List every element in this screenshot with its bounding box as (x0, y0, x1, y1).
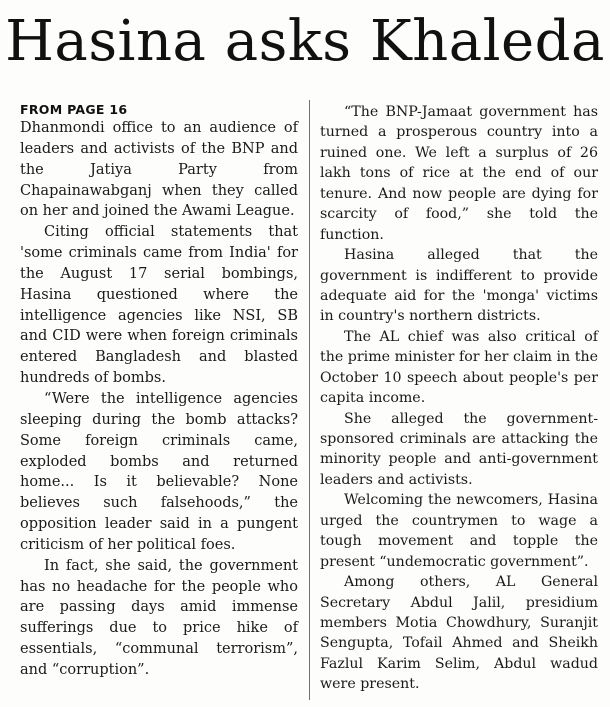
right-column (320, 102, 598, 695)
paragraph: The AL chief was also critical of the prime minister for her claim in the October 10 speech about people's per capita income. (320, 328, 598, 407)
paragraph: Among others, AL General Secretary Abdul Jalil, presidium members Motia Chowdhury, Suranjit Sengupta, Tofail Ahmed and Sheikh Fazlul Karim Selim, Abdul wadud were present. (320, 574, 598, 693)
paragraph: Citing official statements that 'some criminals came from India' for the August 17 serial bombings, Hasina questioned where the intelligence agencies like NSI, SB and CID were when foreign criminals entered Bangladesh and blasted hundreds of bombs. (20, 224, 298, 387)
paragraph: Welcoming the newcomers, Hasina urged the countrymen to wage a tough movement and topple the present “undemocratic government”. (320, 492, 598, 570)
jump-kicker: FROM PAGE 16 (20, 102, 128, 117)
left-column (20, 102, 298, 681)
paragraph: Dhanmondi office to an audience of leaders and activists of the BNP and the Jatiya Party from Chapainawabganj when they called on her and joined the Awami League. (20, 120, 298, 220)
headline: Hasina asks Khaleda (5, 9, 605, 74)
paragraph: Hasina alleged that the government is indifferent to provide adequate aid for the 'monga' victims in country's northern districts. (320, 247, 598, 325)
paragraph: In fact, she said, the government has no headache for the people who are passing days amid immense sufferings due to price hike of essentials, “communal terrorism”, and “corruption”. (20, 557, 298, 678)
paragraph: She alleged the government-sponsored criminals are attacking the minority people and anti-government leaders and activists. (320, 410, 598, 488)
paragraph: “The BNP-Jamaat government has turned a prosperous country into a ruined one. We left a surplus of 26 lakh tons of rice at the end of our tenure. And now people are dying for scarcity of food,” she told the function. (320, 104, 598, 243)
paragraph: “Were the intelligence agencies sleeping during the bomb attacks? Some foreign criminals came, exploded bombs and returned home... Is it believable? None believes such falsehoods,” the opposition leader said in a pungent criticism of her political foes. (20, 390, 298, 553)
column-divider (309, 100, 310, 700)
